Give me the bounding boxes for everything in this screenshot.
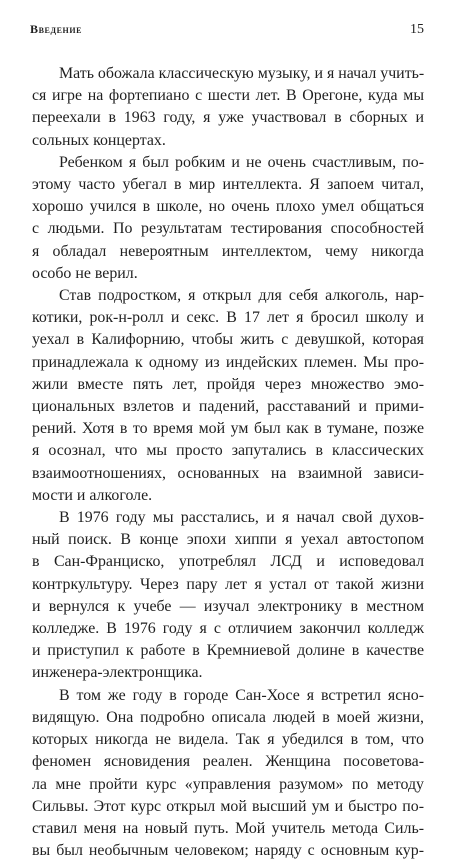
text-line: которых никогда не видела. Так я убедился в том, что bbox=[32, 731, 424, 749]
text-line: уехал в Калифорнию, чтобы жить с девушкой, которая bbox=[32, 331, 424, 349]
text-line: ный поиск. В конце эпохи хиппи я уехал автостопом bbox=[32, 531, 424, 549]
text-line: Мать обожала классическую музыку, и я начал учить- bbox=[59, 65, 425, 82]
text-line: и приступил к работе в Кремниевой долине в качестве bbox=[32, 642, 424, 660]
text-line: переехали в 1963 году, я уже участвовал в сборных и bbox=[32, 109, 424, 127]
body-text bbox=[32, 63, 424, 862]
page-number: 15 bbox=[410, 22, 424, 37]
text-line: ся игре на фортепиано с шести лет. В Орегоне, куда мы bbox=[32, 87, 424, 105]
paragraph bbox=[32, 507, 424, 685]
text-line: особо не верил. bbox=[32, 264, 138, 282]
text-line: с людьми. По результатам тестирования способностей bbox=[32, 220, 424, 238]
text-line: котики, рок-н-ролл и секс. В 17 лет я бросил школу и bbox=[32, 309, 424, 327]
text-line: феномен ясновидения реален. Женщина посоветова- bbox=[32, 753, 424, 771]
text-line: рений. Хотя в то время мой ум был как в тумане, позже bbox=[32, 420, 424, 438]
paragraph bbox=[32, 152, 424, 285]
running-head bbox=[30, 22, 424, 42]
text-line: в Сан-Франциско, употреблял ЛСД и исповедовал bbox=[32, 553, 424, 571]
text-line: мости и алкоголе. bbox=[32, 486, 153, 504]
text-line: В 1976 году мы расстались, и я начал свой духов- bbox=[59, 509, 424, 527]
text-line: ставил меня на новый путь. Мой учитель метода Силь- bbox=[32, 819, 424, 837]
text-line: инженера-электронщика. bbox=[32, 664, 203, 682]
text-line: сольных концертах. bbox=[32, 131, 166, 149]
text-line: принадлежала к одному из индейских племен. Мы про- bbox=[32, 353, 424, 371]
text-line: и вернулся к учебе — изучал электронику в местном bbox=[32, 597, 424, 615]
text-line: жили вместе пять лет, пройдя через множество эмо- bbox=[32, 375, 424, 393]
text-line: видящую. Она подробно описала людей в моей жизни, bbox=[32, 708, 424, 726]
text-line: Сильвы. Этот курс открыл мой высший ум и быстро по- bbox=[32, 797, 424, 815]
text-line: взаимоотношениях, основанных на взаимной зависи- bbox=[32, 464, 424, 482]
paragraph bbox=[32, 285, 424, 507]
text-line: циональных взлетов и падений, расставаний и прими- bbox=[32, 398, 424, 416]
text-line: ла мне пройти курс «управления разумом» по методу bbox=[32, 775, 424, 793]
text-line: вы был необычным человеком; наряду с основным кур- bbox=[32, 842, 424, 860]
text-line: В том же году в городе Сан-Хосе я встретил ясно- bbox=[59, 686, 424, 704]
text-line: контркультуру. Через пару лет я устал от такой жизни bbox=[32, 575, 424, 593]
text-line: я обладал невероятным интеллектом, чему никогда bbox=[32, 242, 424, 260]
paragraph bbox=[32, 685, 424, 862]
paragraph bbox=[32, 63, 424, 152]
text-line: я осознал, что мы просто запутались в классических bbox=[32, 442, 424, 460]
text-line: Ребенком я был робким и не очень счастливым, по- bbox=[59, 153, 424, 171]
section-title: Введение bbox=[30, 22, 83, 36]
text-line: колледже. В 1976 году я с отличием закончил колледж bbox=[32, 620, 424, 638]
text-line: Став подростком, я открыл для себя алкоголь, нар- bbox=[59, 287, 424, 305]
text-line: хорошо учился в школе, но очень плохо умел общаться bbox=[32, 198, 424, 216]
text-line: этому часто убегал в мир интеллекта. Я запоем читал, bbox=[32, 176, 424, 194]
